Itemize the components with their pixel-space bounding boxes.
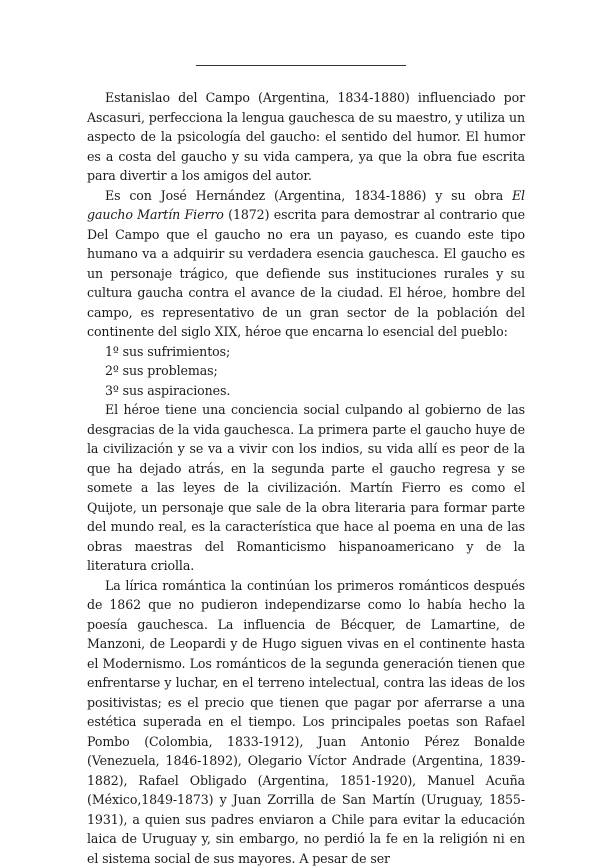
header-rule: [196, 65, 406, 66]
list-item: 3º sus aspiraciones.: [87, 381, 525, 401]
page-body: [87, 88, 525, 868]
paragraph-jose-hernandez: [87, 186, 525, 342]
book-title: El gaucho Martín Fierro: [87, 188, 525, 223]
paragraph-text: Es con José Hernández (Argentina, 1834-1886) y su obra: [105, 188, 512, 203]
paragraph-text: (1872) escrita para demostrar al contrario que Del Campo que el gaucho no era un payaso, es cuando este tipo humano va a adquirir su verdadera esencia gauchesca. El gaucho es un personaje trágico, que defiende sus instituciones rurales y su cultura gaucha contra el avance de la ciudad. El héroe, hombre del campo, es representativo de un gran sector de la población del continente del siglo XIX, héroe que encarna lo esencial del pueblo:: [87, 207, 525, 339]
paragraph-lirica-romantica: La lírica romántica la continúan los primeros románticos después de 1862 que no pudieron independizarse como lo había hecho la poesía gauchesca. La influencia de Bécquer, de Lamartine, de Manzoni, de Leopardi y de Hugo siguen vivas en el continente hasta el Modernismo. Los románticos de la segunda generación tienen que enfrentarse y luchar, en el terreno intelectual, contra las ideas de los positivistas; es el precio que tienen que pagar por aferrarse a una estética superada en el tiempo. Los principales poetas son Rafael Pombo (Colombia, 1833-1912), Juan Antonio Pérez Bonalde (Venezuela, 1846-1892), Olegario Víctor Andrade (Argentina, 1839-1882), Rafael Obligado (Argentina, 1851-1920), Manuel Acuña (México,1849-1873) y Juan Zorrilla de San Martín (Uruguay, 1855-1931), a quien sus padres enviaron a Chile para evitar la educación laica de Uruguay y, sin embargo, no perdió la fe en la religión ni en el sistema social de sus mayores. A pesar de ser: [87, 576, 525, 868]
paragraph-estanislao-del-campo: Estanislao del Campo (Argentina, 1834-1880) influenciado por Ascasuri, perfecciona la lengua gauchesca de su maestro, y utiliza un aspecto de la psicología del gaucho: el sentido del humor. El humor es a costa del gaucho y su vida campera, ya que la obra fue escrita para divertir a los amigos del autor.: [87, 88, 525, 186]
paragraph-heroe: El héroe tiene una conciencia social culpando al gobierno de las desgracias de la vida gauchesca. La primera parte el gaucho huye de la civilización y se va a vivir con los indios, su vida allí es peor de la que ha dejado atrás, en la segunda parte el gaucho regresa y se somete a las leyes de la civilización. Martín Fierro es como el Quijote, un personaje que sale de la obra literaria para formar parte del mundo real, es la característica que hace al poema en una de las obras maestras del Romanticismo hispanoamericano y de la literatura criolla.: [87, 400, 525, 576]
list-item: 1º sus sufrimientos;: [87, 342, 525, 362]
list-item: 2º sus problemas;: [87, 361, 525, 381]
